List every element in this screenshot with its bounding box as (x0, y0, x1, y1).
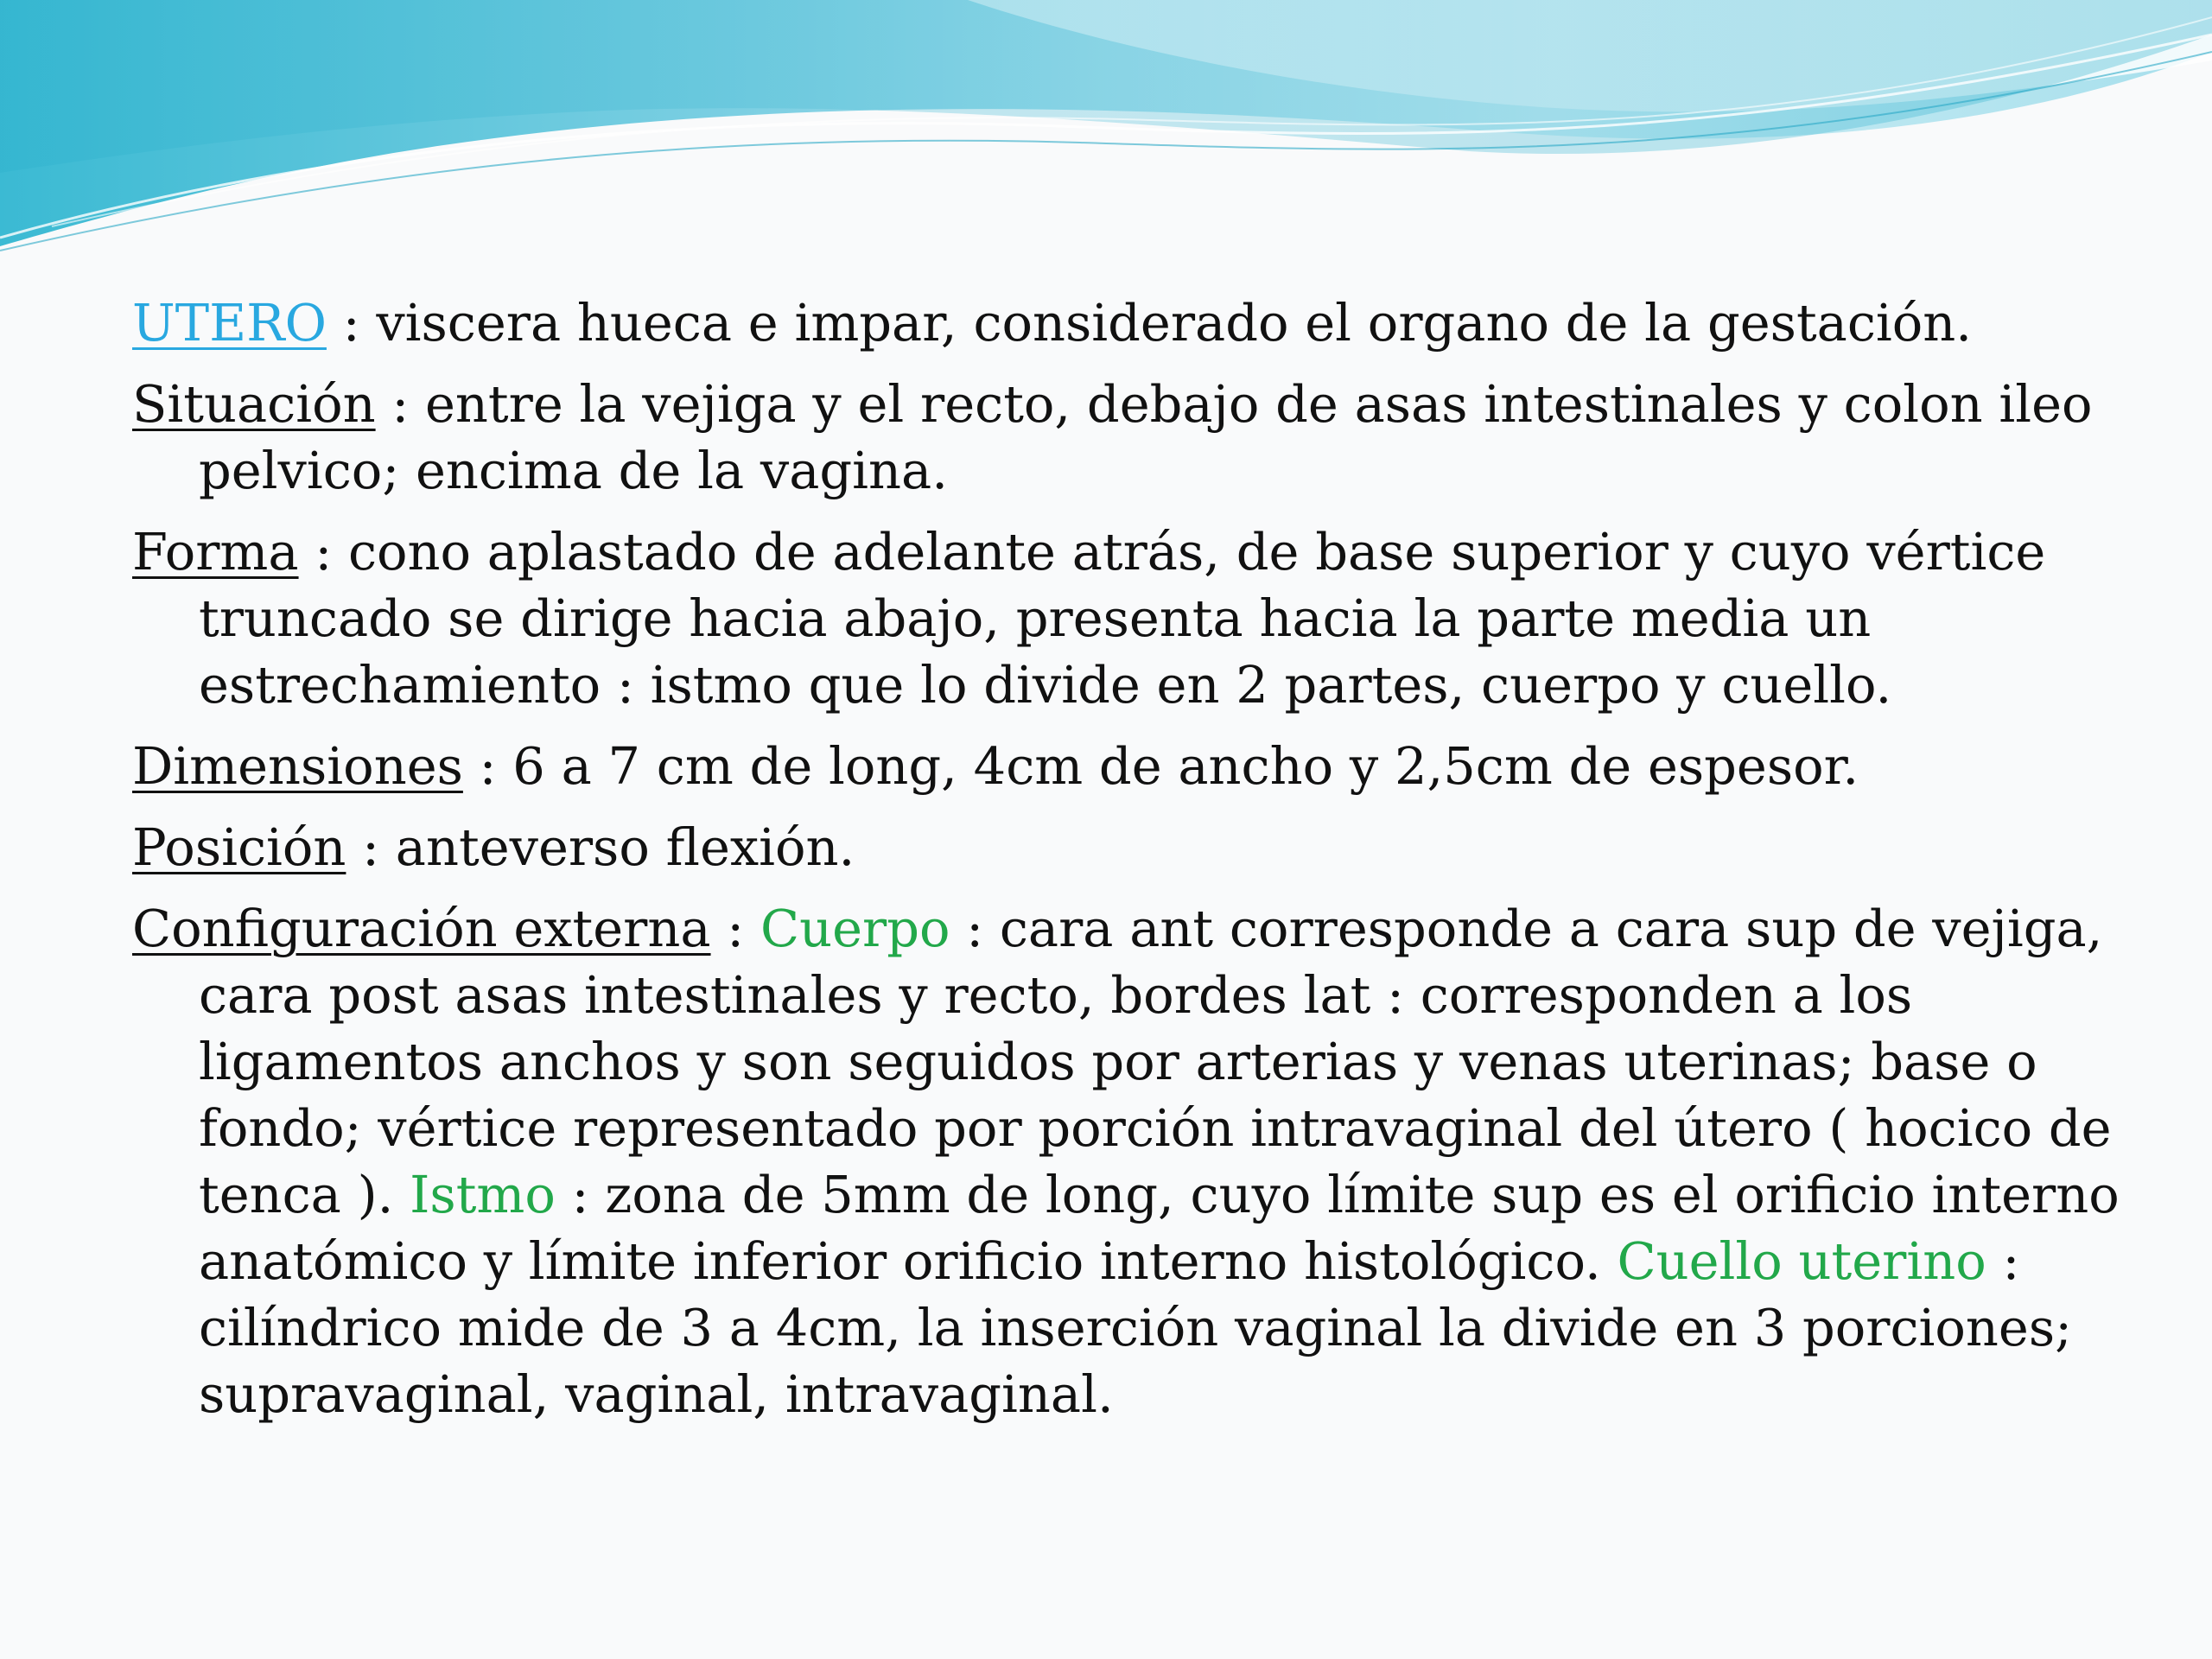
text-forma: : cono aplastado de adelante atrás, de base superior y cuyo vértice truncado se dirige hacia abajo, presenta hacia la parte media un estrechamiento : istmo que lo divide en 2 partes, cuerpo y cuello. (199, 522, 2046, 715)
term-utero: UTERO (132, 293, 327, 353)
text-istmo: : zona de 5mm de long, cuyo límite sup es el orificio interno anatómico y límite inferior orificio interno histológico. (199, 1165, 2120, 1291)
paragraph-forma (132, 518, 2120, 718)
paragraph-posicion (132, 814, 2120, 880)
wave-banner (0, 0, 2212, 276)
text-situacion: : entre la vejiga y el recto, debajo de asas intestinales y colon ileo pelvico; encima de la vagina. (199, 374, 2093, 500)
separator: : (710, 899, 760, 958)
term-forma: Forma (132, 522, 299, 582)
text-utero: : viscera hueca e impar, considerado el organo de la gestación. (326, 293, 1973, 353)
paragraph-dimensiones (132, 733, 2120, 799)
text-cuerpo: : cara ant corresponde a cara sup de vejiga, cara post asas intestinales y recto, bordes lat : corresponden a los ligamentos anchos y son seguidos por arterias y venas uterinas; base o fondo; vértice representado por porción intravaginal del útero ( hocico de tenca ). (199, 899, 2112, 1224)
label-cuello-uterino: Cuello uterino (1617, 1231, 1986, 1291)
content-body (132, 289, 2120, 1442)
text-cuello-uterino: : cilíndrico mide de 3 a 4cm, la inserción vaginal la divide en 3 porciones; supravaginal, vaginal, intravaginal. (199, 1231, 2072, 1424)
label-cuerpo: Cuerpo (760, 899, 950, 958)
text-dimensiones: : 6 a 7 cm de long, 4cm de ancho y 2,5cm de espesor. (462, 736, 1859, 796)
paragraph-configuracion (132, 895, 2120, 1427)
term-posicion: Posición (132, 817, 346, 877)
term-situacion: Situación (132, 374, 376, 434)
label-istmo: Istmo (410, 1165, 556, 1224)
paragraph-utero (132, 289, 2120, 356)
text-posicion: : anteverso flexión. (346, 817, 855, 877)
paragraph-situacion (132, 371, 2120, 504)
term-configuracion: Configuración externa (132, 899, 711, 958)
term-dimensiones: Dimensiones (132, 736, 463, 796)
